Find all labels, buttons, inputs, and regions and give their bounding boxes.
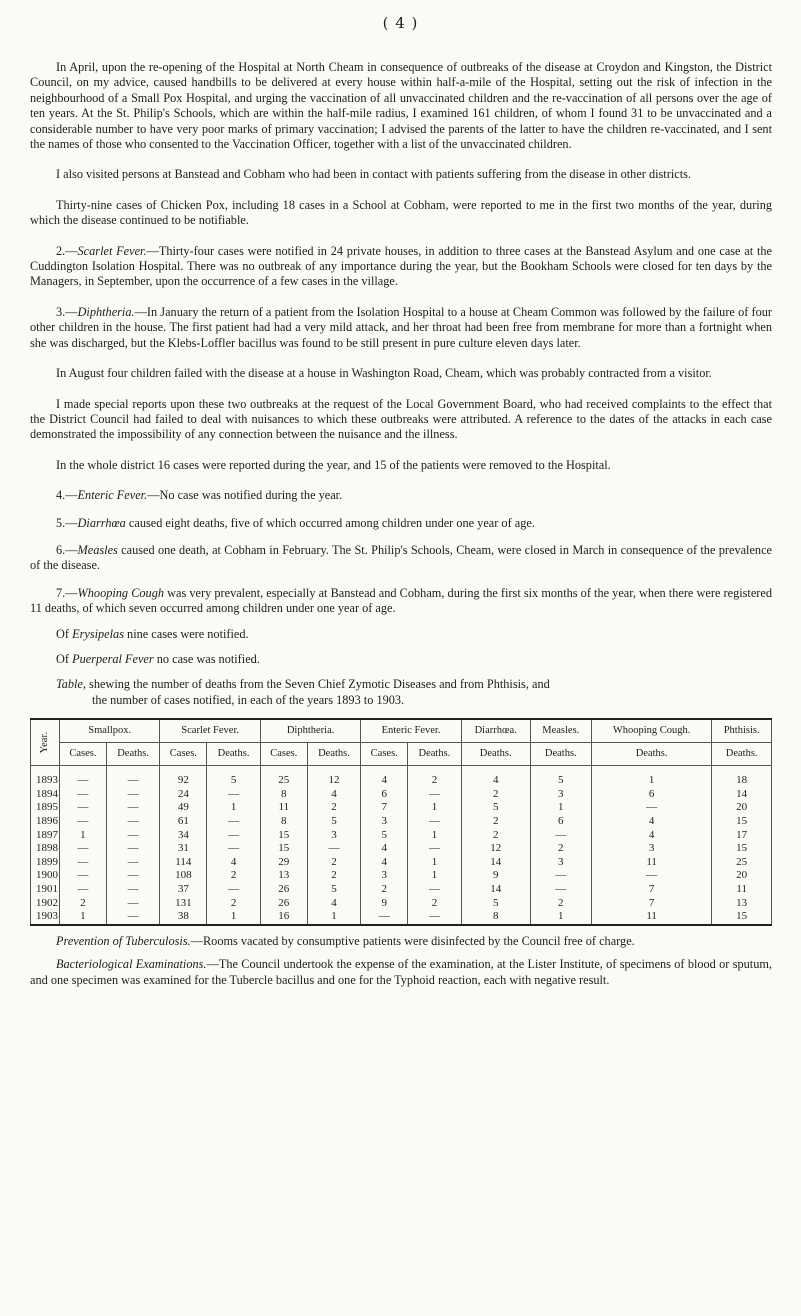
header-diphtheria: Diphtheria.: [260, 719, 360, 743]
table-cell: —: [60, 774, 107, 788]
table-cell: 1: [530, 801, 591, 815]
table-cell: 15: [712, 842, 772, 856]
table-cell: —: [207, 829, 261, 843]
paragraph-diphtheria-reports: I made special reports upon these two outbreaks at the request of the Local Government Board, who had received complaints to the effect that the District Council had failed to deal with nuisances to which these outbreaks were attributed. A reference to the dates of the attacks in each case demonstrated the impossibility of any connection between the nuisance and the illness.: [30, 396, 772, 442]
table-cell: —: [60, 801, 107, 815]
table-row: [31, 910, 772, 925]
table-row: [31, 801, 772, 815]
table-row: [31, 788, 772, 802]
table-cell: 1: [408, 801, 462, 815]
header-whooping-cough: Whooping Cough.: [591, 719, 711, 743]
table-cell: 37: [160, 883, 207, 897]
table-cell: 2: [361, 883, 408, 897]
paragraph-contacts: I also visited persons at Banstead and Cobham who had been in contact with patients suffering from the disease in other districts.: [56, 167, 691, 182]
table-cell: 5: [461, 897, 530, 911]
subheader-deaths: Deaths.: [207, 743, 261, 766]
table-caption: Table, shewing the number of deaths from the Seven Chief Zymotic Diseases and from Phthisis, and the number of cases notified, in each of the years 1893 to 1903.: [56, 677, 550, 707]
table-cell: 26: [260, 897, 307, 911]
table-cell: 13: [712, 897, 772, 911]
table-cell: 11: [260, 801, 307, 815]
table-cell: —: [106, 829, 160, 843]
table-cell: —: [207, 842, 261, 856]
table-cell: 25: [260, 774, 307, 788]
paragraph-chicken-pox: Thirty-nine cases of Chicken Pox, including 18 cases in a School at Cobham, were reported to me in the first two months of the year, during which the disease continued to be notifiable.: [30, 197, 772, 228]
table-cell: 5: [461, 801, 530, 815]
table-cell: —: [361, 910, 408, 925]
table-cell: —: [530, 869, 591, 883]
table-cell: 1: [530, 910, 591, 925]
table-cell: 4: [591, 815, 711, 829]
table-cell: 2: [530, 842, 591, 856]
table-cell: 3: [307, 829, 361, 843]
table-cell: 14: [461, 856, 530, 870]
table-cell-year: 1895: [31, 801, 60, 815]
zymotic-diseases-table: [30, 718, 772, 926]
table-cell: 4: [207, 856, 261, 870]
table-cell: 4: [307, 788, 361, 802]
table-cell: —: [591, 869, 711, 883]
table-cell: 5: [530, 774, 591, 788]
table-cell: 2: [207, 869, 261, 883]
table-cell: 8: [260, 815, 307, 829]
table-row: [31, 815, 772, 829]
subheader-cases: Cases.: [260, 743, 307, 766]
table-cell: —: [307, 842, 361, 856]
table-cell: 9: [361, 897, 408, 911]
section-scarlet-fever: 2.—Scarlet Fever.—Thirty-four cases were notified in 24 private houses, in addition to three cases at the Banstead Asylum and one case at the Cuddington Isolation Hospital. There was no outbreak of any importance during the year, but the Bookham Schools were closed for ten days by the Managers, in September, upon the occurrence of a few cases in the village.: [30, 243, 772, 289]
table-cell: 4: [591, 829, 711, 843]
table-row: [31, 829, 772, 843]
subheader-deaths: Deaths.: [712, 743, 772, 766]
table-cell: 15: [712, 815, 772, 829]
table-cell: —: [106, 869, 160, 883]
table-cell-year: 1898: [31, 842, 60, 856]
table-cell: —: [106, 788, 160, 802]
table-cell: 61: [160, 815, 207, 829]
header-phthisis: Phthisis.: [712, 719, 772, 743]
table-cell: 11: [591, 856, 711, 870]
table-cell: —: [207, 815, 261, 829]
table-spacer-row: [31, 766, 772, 775]
table-cell: 49: [160, 801, 207, 815]
table-cell: 7: [591, 897, 711, 911]
table-cell: 14: [461, 883, 530, 897]
table-cell: 108: [160, 869, 207, 883]
table-row: [31, 897, 772, 911]
paragraph-erysipelas: Of Erysipelas nine cases were notified.: [56, 626, 249, 641]
table-row: [31, 856, 772, 870]
table-cell: 15: [260, 829, 307, 843]
table-cell: 17: [712, 829, 772, 843]
table-cell: 1: [408, 869, 462, 883]
year-header: Year.: [31, 719, 60, 766]
header-measles: Measles.: [530, 719, 591, 743]
table-cell: 1: [207, 910, 261, 925]
table-cell: —: [408, 842, 462, 856]
table-cell: 2: [60, 897, 107, 911]
table-cell: 34: [160, 829, 207, 843]
table-cell: 6: [591, 788, 711, 802]
table-cell: 114: [160, 856, 207, 870]
table-cell: 92: [160, 774, 207, 788]
subheader-cases: Cases.: [60, 743, 107, 766]
table-cell-year: 1902: [31, 897, 60, 911]
table-cell: —: [207, 883, 261, 897]
subheader-deaths: Deaths.: [307, 743, 361, 766]
table-cell-year: 1901: [31, 883, 60, 897]
table-cell: —: [530, 829, 591, 843]
table-cell: 16: [260, 910, 307, 925]
table-cell: —: [106, 883, 160, 897]
table-cell: —: [591, 801, 711, 815]
table-cell: 6: [361, 788, 408, 802]
table-cell: 29: [260, 856, 307, 870]
section-measles: 6.—Measles caused one death, at Cobham in February. The St. Philip's Schools, Cheam, were closed in March in consequence of the prevalence of the disease.: [30, 542, 772, 573]
table-cell: —: [106, 910, 160, 925]
subheader-cases: Cases.: [160, 743, 207, 766]
table-cell: 4: [361, 774, 408, 788]
subheader-deaths: Deaths.: [408, 743, 462, 766]
header-enteric-fever: Enteric Fever.: [361, 719, 461, 743]
table-cell: 4: [307, 897, 361, 911]
table-cell: 5: [307, 815, 361, 829]
report-body: [30, 60, 772, 990]
table-cell: 3: [591, 842, 711, 856]
table-cell: 6: [530, 815, 591, 829]
table-cell: 1: [408, 856, 462, 870]
table-cell: 5: [361, 829, 408, 843]
table-cell: —: [106, 856, 160, 870]
table-cell: —: [106, 774, 160, 788]
table-row: [31, 842, 772, 856]
table-cell: 25: [712, 856, 772, 870]
table-cell: 12: [307, 774, 361, 788]
table-cell: —: [106, 897, 160, 911]
table-cell: 2: [461, 829, 530, 843]
table-cell: 1: [591, 774, 711, 788]
table-cell: 1: [408, 829, 462, 843]
paragraph-vaccination: In April, upon the re-opening of the Hospital at North Cheam in consequence of outbreaks of the disease at Croydon and Kingston, the District Council, on my advice, caused handbills to be delivered at every house within half-a-mile of the Hospital, setting out the risk of infection in the neighbourhood of a Small Pox Hospital, and urging the vaccination of all unvaccinated children and the re-vaccination of all persons over the age of ten years. At the St. Philip's Schools, which are within the half-mile radius, I examined 161 children, of whom I found 31 to be unvaccinated and a considerable number to have very poor marks of primary vaccination; I advised the parents of the latter to have the children re-vaccinated, and I sent the names of those who consented to the Vaccination Officer, together with a list of the unvaccinated children.: [30, 60, 772, 152]
table-cell: —: [60, 856, 107, 870]
table-body: [31, 766, 772, 925]
subheader-deaths: Deaths.: [461, 743, 530, 766]
table-cell: 2: [307, 869, 361, 883]
table-cell: —: [60, 842, 107, 856]
table-cell: —: [408, 815, 462, 829]
table-cell: 2: [307, 801, 361, 815]
header-diarrhoea: Diarrhœa.: [461, 719, 530, 743]
table-row: [31, 883, 772, 897]
table-cell: 8: [260, 788, 307, 802]
table-cell: 3: [361, 815, 408, 829]
table-cell-year: 1900: [31, 869, 60, 883]
paragraph-diphtheria-total: In the whole district 16 cases were reported during the year, and 15 of the patients were removed to the Hospital.: [56, 457, 611, 472]
table-cell: 38: [160, 910, 207, 925]
header-smallpox: Smallpox.: [60, 719, 160, 743]
table-cell: 7: [591, 883, 711, 897]
table-cell: 13: [260, 869, 307, 883]
table-cell: 11: [712, 883, 772, 897]
table-cell: —: [408, 910, 462, 925]
table-cell: 12: [461, 842, 530, 856]
table-cell: 24: [160, 788, 207, 802]
table-cell: 4: [361, 856, 408, 870]
table-cell: 2: [307, 856, 361, 870]
table-cell: 131: [160, 897, 207, 911]
table-cell: 9: [461, 869, 530, 883]
table-cell-year: 1896: [31, 815, 60, 829]
table-cell: 3: [530, 788, 591, 802]
page-number: ( 4 ): [382, 14, 419, 32]
table-cell: 11: [591, 910, 711, 925]
table-row: [31, 774, 772, 788]
table-cell: 2: [461, 788, 530, 802]
table-cell: 2: [408, 774, 462, 788]
subheader-cases: Cases.: [361, 743, 408, 766]
paragraph-puerperal-fever: Of Puerperal Fever no case was notified.: [56, 651, 260, 666]
section-whooping-cough: 7.—Whooping Cough was very prevalent, especially at Banstead and Cobham, during the first six months of the year, when there were registered 11 deaths, of which seven occurred among children under one year of age.: [30, 585, 773, 616]
table-cell: 7: [361, 801, 408, 815]
table-cell: 1: [307, 910, 361, 925]
paragraph-diphtheria-august: In August four children failed with the disease at a house in Washington Road, Cheam, which was probably contracted from a visitor.: [56, 366, 712, 381]
table-cell: —: [207, 788, 261, 802]
table-cell-year: 1903: [31, 910, 60, 925]
table-cell-year: 1894: [31, 788, 60, 802]
table-cell: 1: [60, 910, 107, 925]
section-enteric-fever: 4.—Enteric Fever.—No case was notified during the year.: [56, 488, 343, 503]
table-cell: —: [60, 869, 107, 883]
table-cell: 4: [361, 842, 408, 856]
table-cell: 5: [207, 774, 261, 788]
subheader-deaths: Deaths.: [530, 743, 591, 766]
table-cell: 2: [530, 897, 591, 911]
table-cell: —: [408, 788, 462, 802]
table-cell: —: [530, 883, 591, 897]
table-row: [31, 869, 772, 883]
table-cell: 2: [461, 815, 530, 829]
paragraph-prevention-tuberculosis: Prevention of Tuberculosis.—Rooms vacated by consumptive patients were disinfected by the Council free of charge.: [56, 933, 635, 948]
paragraph-bacteriological-examinations: Bacteriological Examinations.—The Council undertook the expense of the examination, at the Lister Institute, of specimens of blood or sputum, and one specimen was examined for the Tubercle bacillus and one for the Typhoid reaction, each with negative result.: [30, 957, 772, 987]
table-cell: 26: [260, 883, 307, 897]
table-cell: 18: [712, 774, 772, 788]
table-cell: 3: [361, 869, 408, 883]
table-cell: —: [106, 801, 160, 815]
table-cell: 31: [160, 842, 207, 856]
table-cell: 15: [260, 842, 307, 856]
table-cell-year: 1893: [31, 774, 60, 788]
table-cell: —: [60, 815, 107, 829]
header-scarlet-fever: Scarlet Fever.: [160, 719, 260, 743]
subheader-deaths: Deaths.: [106, 743, 160, 766]
table-cell: 20: [712, 869, 772, 883]
table-cell-year: 1899: [31, 856, 60, 870]
table-cell: 4: [461, 774, 530, 788]
table-cell: —: [106, 842, 160, 856]
table-cell: 5: [307, 883, 361, 897]
table-cell: 1: [60, 829, 107, 843]
table-cell: 1: [207, 801, 261, 815]
table-cell: 8: [461, 910, 530, 925]
table-cell: —: [408, 883, 462, 897]
table-cell: 2: [408, 897, 462, 911]
table-cell: 14: [712, 788, 772, 802]
subheader-deaths: Deaths.: [591, 743, 711, 766]
table-cell: —: [60, 788, 107, 802]
table-cell: —: [60, 883, 107, 897]
section-diphtheria: 3.—Diphtheria.—In January the return of a patient from the Isolation Hospital to a house at Cheam Common was followed by the failure of four other children in the house. The first patient had had a very mild attack, and her throat had been free from membrane for more than a fortnight when she was discharged, but the Klebs-Loffler bacillus was found to be still present in pure culture eleven days later.: [30, 304, 772, 350]
table-cell: 20: [712, 801, 772, 815]
table-cell-year: 1897: [31, 829, 60, 843]
table-cell: 15: [712, 910, 772, 925]
section-diarrhoea: 5.—Diarrhœa caused eight deaths, five of which occurred among children under one year of age.: [56, 515, 535, 530]
table-cell: 2: [207, 897, 261, 911]
table-cell: —: [106, 815, 160, 829]
table-cell: 3: [530, 856, 591, 870]
